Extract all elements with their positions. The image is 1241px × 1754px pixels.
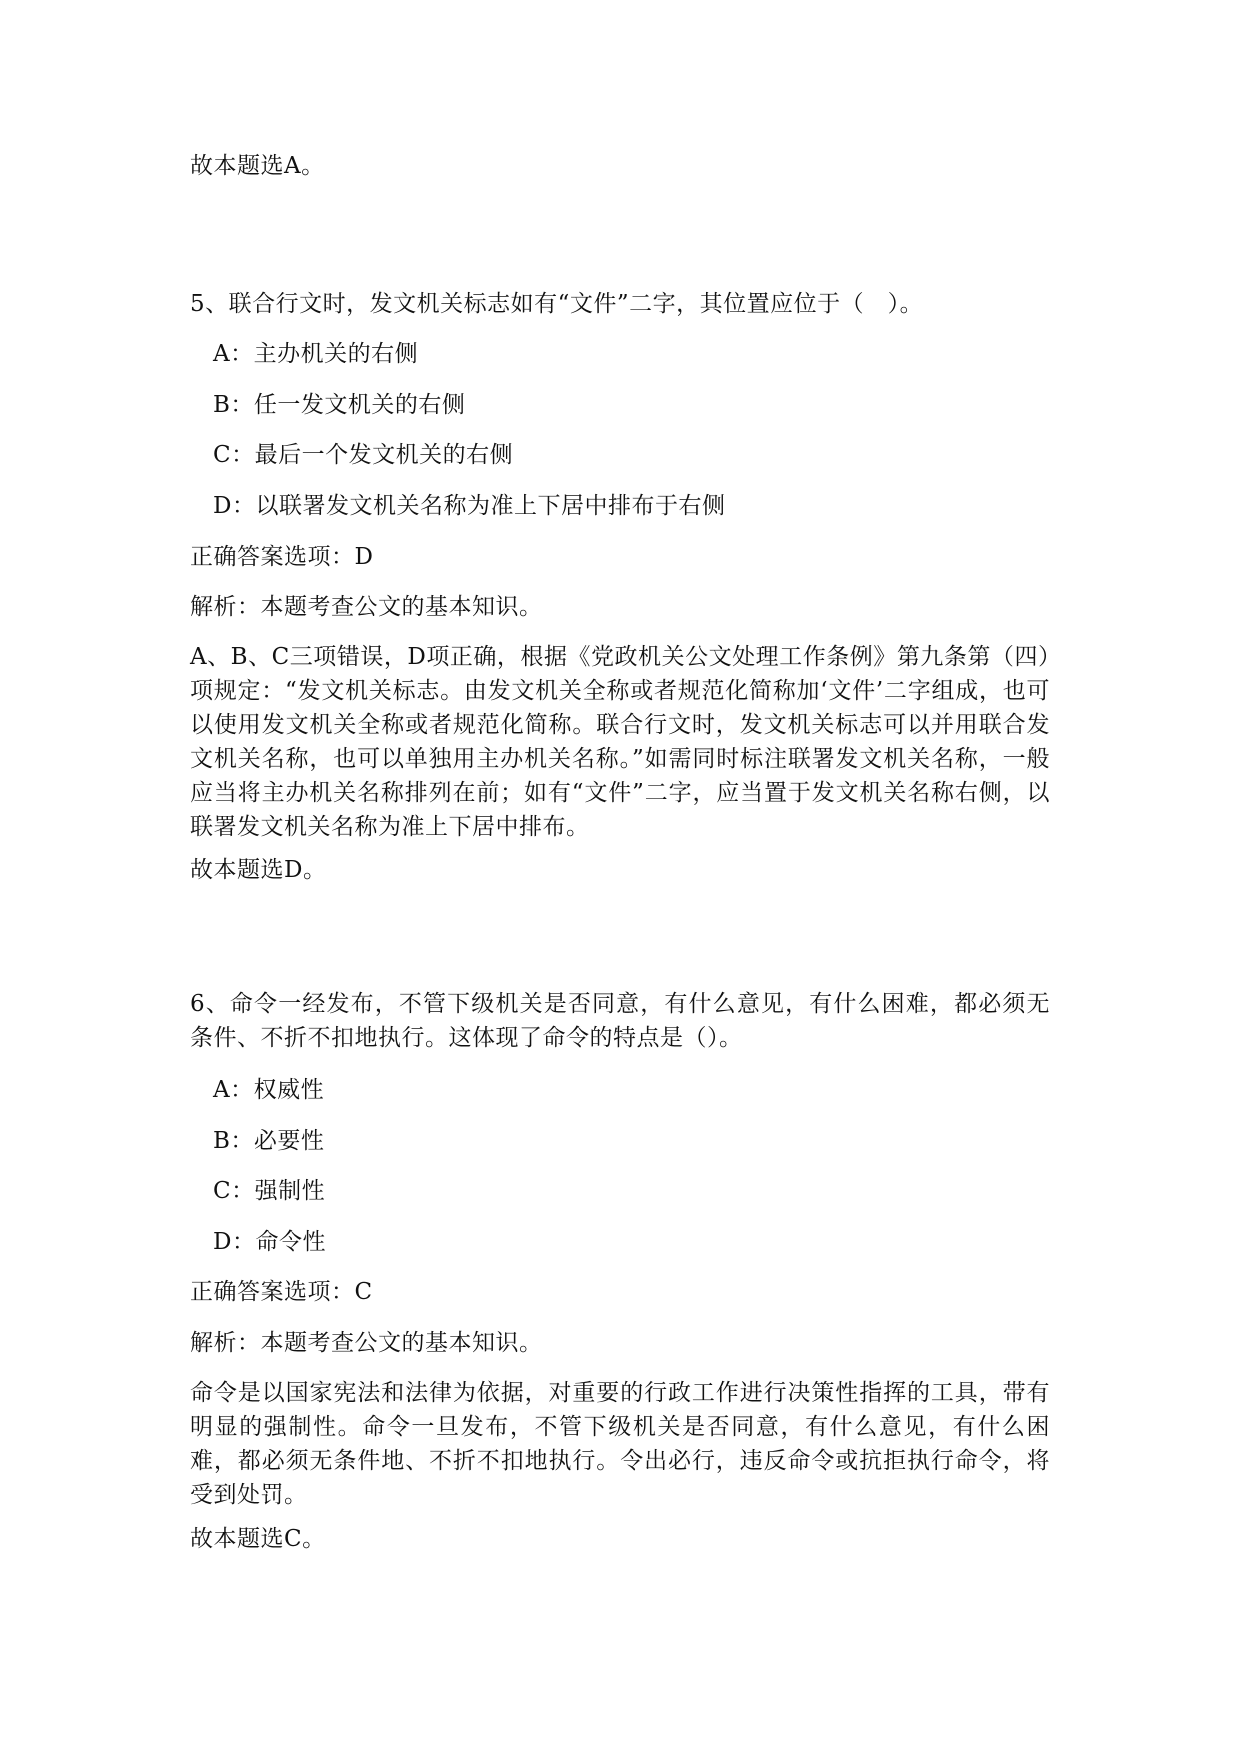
question-5-option-c: C：最后一个发文机关的右侧 (213, 442, 514, 468)
question-5-conclusion: 故本题选D。 (190, 857, 327, 883)
question-5-option-d: D：以联署发文机关名称为准上下居中排布于右侧 (213, 493, 726, 519)
question-5-analysis-intro: 解析：本题考查公文的基本知识。 (190, 594, 543, 620)
question-6-option-a: A：权威性 (213, 1077, 325, 1103)
question-6-text: 6、命令一经发布，不管下级机关是否同意，有什么意见，有什么困难，都必须无条件、不折不扣地执行。这体现了命令的特点是（）。 (190, 991, 1050, 1051)
question-6-answer: 正确答案选项：C (190, 1279, 373, 1305)
question-6-analysis-body: 命令是以国家宪法和法律为依据，对重要的行政工作进行决策性指挥的工具，带有明显的强制性。命令一旦发布，不管下级机关是否同意，有什么意见，有什么困难，都必须无条件地、不折不扣地执行。令出必行，违反命令或抗拒执行命令，将受到处罚。 (190, 1380, 1050, 1508)
question-5-analysis-body: A、B、C三项错误，D项正确，根据《党政机关公文处理工作条例》第九条第（四）项规定：“发文机关标志。由发文机关全称或者规范化简称加‘文件’二字组成，也可以使用发文机关全称或者规范化简称。联合行文时，发文机关标志可以并用联合发文机关名称，也可以单独用主办机关名称。”如需同时标注联署发文机关名称，一般应当将主办机关名称排列在前；如有“文件”二字，应当置于发文机关名称右侧，以联署发文机关名称为准上下居中排布。 (190, 644, 1050, 840)
question-6-conclusion: 故本题选C。 (190, 1526, 326, 1552)
question-5-option-a: A：主办机关的右侧 (213, 341, 419, 367)
question-5-text: 5、联合行文时，发文机关标志如有“文件”二字，其位置应位于（ ）。 (190, 291, 924, 317)
question-6-option-d: D：命令性 (213, 1229, 326, 1255)
question-6-analysis-intro: 解析：本题考查公文的基本知识。 (190, 1330, 543, 1356)
question-5-option-b: B：任一发文机关的右侧 (213, 392, 466, 418)
prev-conclusion: 故本题选A。 (190, 153, 325, 179)
question-6-option-b: B：必要性 (213, 1128, 325, 1154)
question-5-answer: 正确答案选项：D (190, 544, 374, 570)
question-6-option-c: C：强制性 (213, 1178, 326, 1204)
